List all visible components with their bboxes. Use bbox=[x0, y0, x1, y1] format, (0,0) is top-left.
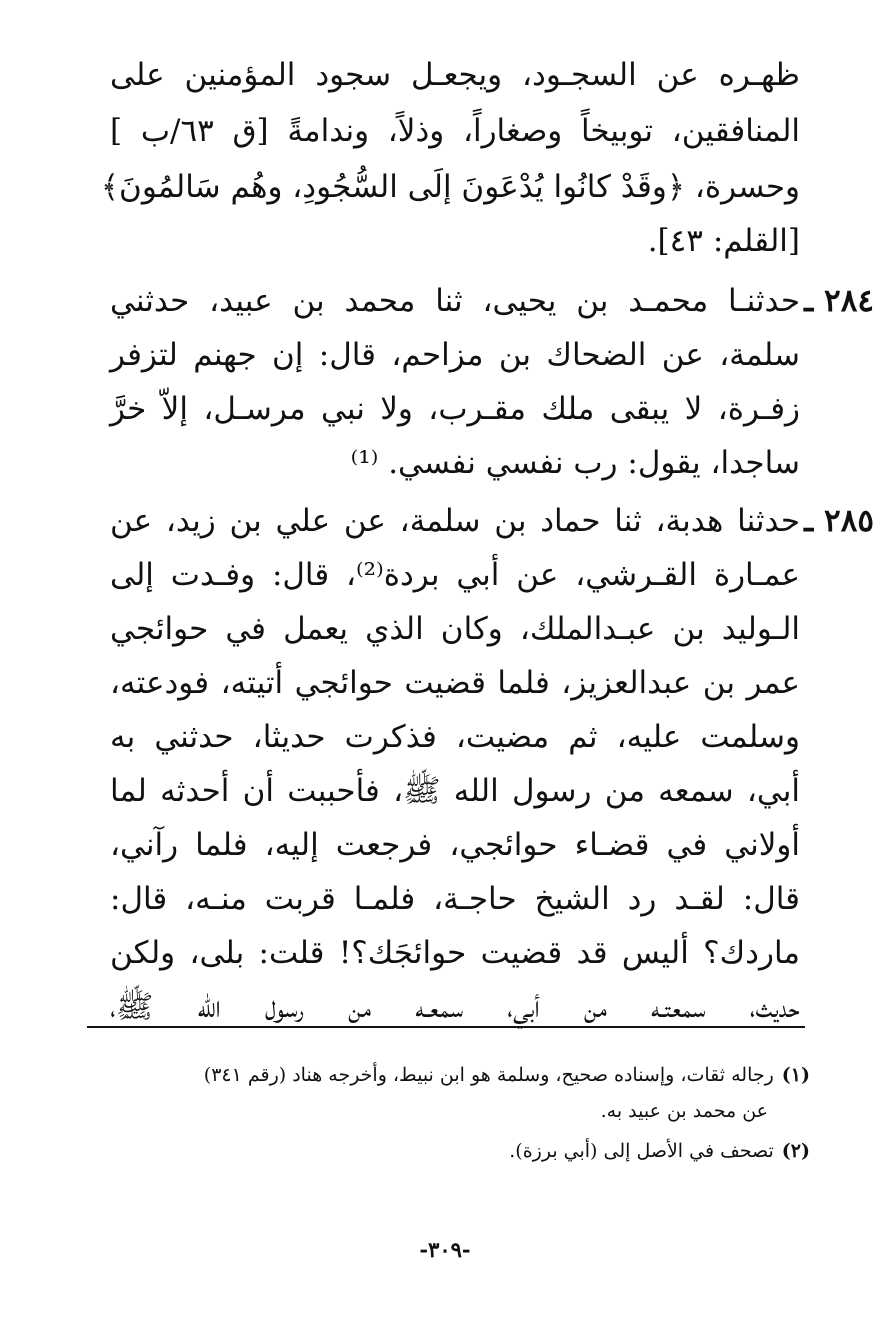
text-line: ساجدا، يقول: رب نفسي نفسي. ⁽¹⁾ bbox=[350, 445, 800, 481]
footnote-2 bbox=[80, 1134, 810, 1168]
text-line: حدثنـا محمـد بن يحيى، ثنا محمد بن عبيد، حدثني bbox=[110, 283, 800, 319]
text-line: الـوليد بن عبـدالملك، وكان الذي يعمل في حوائجي bbox=[110, 611, 800, 647]
text-line: حديث، سمعتـه من أبي، سمعـه من رسول الله ﷺ، bbox=[110, 989, 800, 1025]
footnote-marker: (٢) bbox=[781, 1140, 810, 1162]
footnote-1-continuation: عن محمد بن عبيد به. bbox=[600, 1100, 768, 1122]
text-line: المنافقين، توبيخاً وصغاراً، وذلاً، وندامةً [ق ٦٣/ب ] bbox=[110, 113, 801, 149]
footnote-text: تصحف في الأصل إلى (أبي برزة). bbox=[509, 1140, 774, 1162]
text-line: أولاني في قضـاء حوائجي، فرجعت إليه، فلما رآني، bbox=[110, 827, 800, 863]
text-line: حدثنا هدبة، ثنا حماد بن سلمة، عن علي بن زيد، عن bbox=[110, 503, 800, 539]
text-line: سلمة، عن الضحاك بن مزاحم، قال: إن جهنم لتزفر bbox=[110, 337, 800, 373]
text-line: وحسرة، ﴿وقَدْ كانُوا يُدْعَونَ إلَى السُّجُودِ، وهُم سَالمُونَ﴾ bbox=[100, 169, 800, 205]
text-line: زفـرة، لا يبقى ملك مقـرب، ولا نبي مرسـل، إلاّ خرَّ bbox=[110, 391, 800, 427]
text-line: قال: لقـد رد الشيخ حاجـة، فلمـا قربت منـه، قال: bbox=[110, 881, 800, 917]
page-number: -٣٠٩- bbox=[419, 1237, 471, 1262]
text-line: أبي، سمعه من رسول الله ﷺ، فأحببت أن أحدثه لما bbox=[110, 773, 800, 809]
entry-number-284: ٢٨٤ ـ bbox=[804, 283, 874, 319]
footnote-marker: (١) bbox=[781, 1064, 810, 1086]
text-line: ماردك؟ أليس قد قضيت حوائجَك؟! قلت: بلى، ولكن bbox=[110, 935, 800, 971]
footnote-1 bbox=[80, 1058, 810, 1092]
footnote-text: رجاله ثقات، وإسناده صحيح، وسلمة هو ابن نبيط، وأخرجه هناد (رقم ٣٤١) bbox=[203, 1064, 774, 1086]
entry-number-285: ٢٨٥ ـ bbox=[804, 503, 874, 539]
text-line: وسلمت عليه، ثم مضيت، فذكرت حديثا، حدثني به bbox=[110, 719, 800, 755]
text-line: عمـارة القـرشي، عن أبي بردة⁽²⁾، قال: وفـدت إلى bbox=[110, 557, 800, 593]
footnote-separator bbox=[87, 1026, 805, 1028]
text-line: ظهـره عن السجـود، ويجعـل سجود المؤمنين على bbox=[110, 57, 800, 93]
text-line: [القلم: ٤٣]. bbox=[647, 223, 800, 259]
text-line: عمر بن عبدالعزيز، فلما قضيت حوائجي أتيته، فودعته، bbox=[110, 665, 800, 701]
